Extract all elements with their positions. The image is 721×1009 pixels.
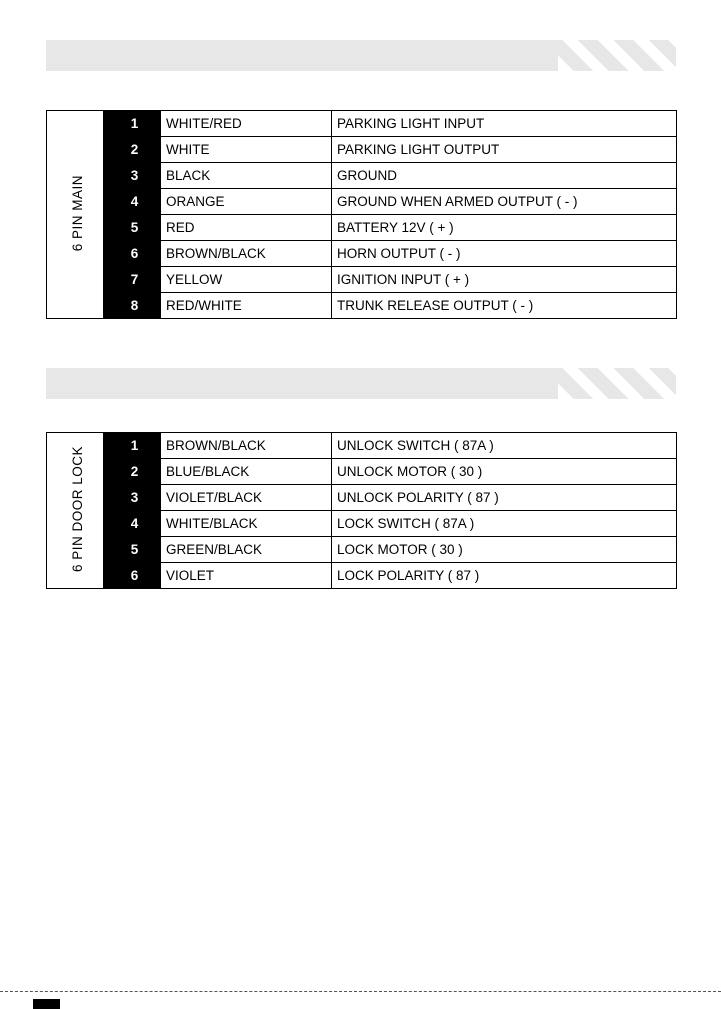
table-label-cell <box>47 433 104 589</box>
wire-function: PARKING LIGHT OUTPUT <box>332 137 677 163</box>
table-row <box>47 563 677 589</box>
wire-function: LOCK POLARITY ( 87 ) <box>332 563 677 589</box>
pin-table-doorlock <box>46 432 677 589</box>
wire-function: PARKING LIGHT INPUT <box>332 111 677 137</box>
table-row <box>47 215 677 241</box>
wire-color: BROWN/BLACK <box>161 433 332 459</box>
pin-number: 3 <box>104 163 161 189</box>
section-header-bar-main <box>46 40 676 71</box>
diagonal-stripes-icon <box>558 40 676 71</box>
pin-number: 3 <box>104 485 161 511</box>
pin-number: 4 <box>104 511 161 537</box>
wire-function: UNLOCK MOTOR ( 30 ) <box>332 459 677 485</box>
pin-number: 4 <box>104 189 161 215</box>
table-row <box>47 459 677 485</box>
table-row <box>47 111 677 137</box>
pin-number: 1 <box>104 433 161 459</box>
wire-color: WHITE/BLACK <box>161 511 332 537</box>
table-row <box>47 511 677 537</box>
table-row <box>47 163 677 189</box>
wire-color: ORANGE <box>161 189 332 215</box>
table-row <box>47 267 677 293</box>
wire-function: GROUND WHEN ARMED OUTPUT ( - ) <box>332 189 677 215</box>
wire-color: BLACK <box>161 163 332 189</box>
page-break-dashed-line <box>0 991 721 992</box>
wire-color: RED <box>161 215 332 241</box>
wire-color: GREEN/BLACK <box>161 537 332 563</box>
wire-function: UNLOCK SWITCH ( 87A ) <box>332 433 677 459</box>
pin-number: 7 <box>104 267 161 293</box>
wire-function: BATTERY 12V ( + ) <box>332 215 677 241</box>
pin-number: 1 <box>104 111 161 137</box>
table-label: 6 PIN DOOR LOCK <box>70 445 85 573</box>
table-row <box>47 137 677 163</box>
wire-color: RED/WHITE <box>161 293 332 319</box>
diagonal-stripes-icon <box>558 368 676 399</box>
pin-number: 8 <box>104 293 161 319</box>
table-row <box>47 189 677 215</box>
table-label-cell <box>47 111 104 319</box>
table-row <box>47 241 677 267</box>
table-row <box>47 293 677 319</box>
wire-color: VIOLET <box>161 563 332 589</box>
section-header-bar-doorlock <box>46 368 676 399</box>
pin-number: 5 <box>104 215 161 241</box>
pin-number: 2 <box>104 459 161 485</box>
wire-color: BLUE/BLACK <box>161 459 332 485</box>
next-page-table-fragment <box>33 999 60 1009</box>
table-row <box>47 537 677 563</box>
table-label: 6 PIN MAIN <box>70 174 85 252</box>
wire-color: YELLOW <box>161 267 332 293</box>
wire-function: TRUNK RELEASE OUTPUT ( - ) <box>332 293 677 319</box>
wire-color: BROWN/BLACK <box>161 241 332 267</box>
wire-function: HORN OUTPUT ( - ) <box>332 241 677 267</box>
wire-function: LOCK MOTOR ( 30 ) <box>332 537 677 563</box>
pin-table-main <box>46 110 677 319</box>
wire-function: GROUND <box>332 163 677 189</box>
wire-color: WHITE/RED <box>161 111 332 137</box>
pin-number: 5 <box>104 537 161 563</box>
wire-function: UNLOCK POLARITY ( 87 ) <box>332 485 677 511</box>
wire-function: IGNITION INPUT ( + ) <box>332 267 677 293</box>
pin-number: 6 <box>104 241 161 267</box>
pin-number: 2 <box>104 137 161 163</box>
pin-number: 6 <box>104 563 161 589</box>
table-row <box>47 485 677 511</box>
wire-color: WHITE <box>161 137 332 163</box>
table-row <box>47 433 677 459</box>
wire-color: VIOLET/BLACK <box>161 485 332 511</box>
wire-function: LOCK SWITCH ( 87A ) <box>332 511 677 537</box>
